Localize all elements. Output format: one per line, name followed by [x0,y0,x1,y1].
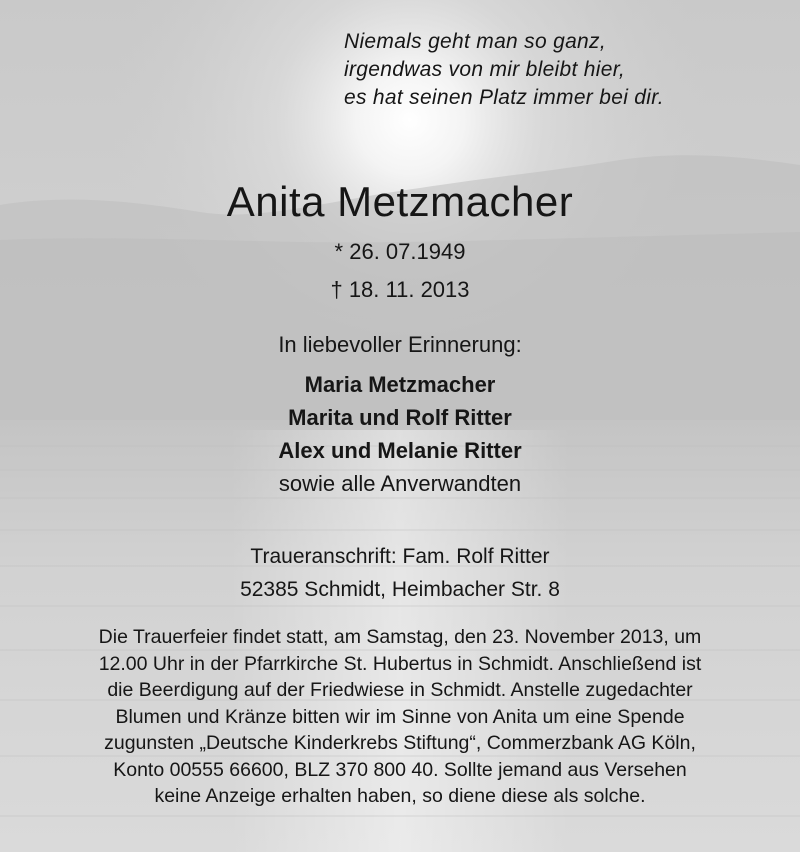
mourner-name: Marita und Rolf Ritter [288,405,512,430]
ceremony-details [0,624,800,810]
poem-line: irgendwas von mir bleibt hier, [344,58,625,81]
ceremony-line: Die Trauerfeier findet statt, am Samstag, den 23. November 2013, um [98,626,702,648]
address-line: Traueranschrift: Fam. Rolf Ritter [250,545,550,568]
mourning-address [0,540,800,606]
poem [344,28,664,112]
mourners-list [0,368,800,500]
ceremony-line: Konto 00555 66600, BLZ 370 800 40. Sollte jemand aus Versehen [113,758,687,781]
birth-date: * 26. 07.1949 [334,239,466,264]
ceremony-line: die Beerdigung auf der Friedwiese in Schmidt. Anstelle zugedachter [107,679,693,701]
life-dates [0,233,800,309]
poem-line: Niemals geht man so ganz, [344,30,606,53]
deceased-name: Anita Metzmacher [226,178,574,225]
ceremony-line: keine Anzeige erhalten haben, so diene diese als solche. [154,785,646,807]
ceremony-line: zugunsten „Deutsche Kinderkrebs Stiftung“, Commerzbank AG Köln, [104,732,696,754]
ceremony-line: Blumen und Kränze bitten wir im Sinne von Anita um eine Spende [115,705,685,728]
memory-intro: In liebevoller Erinnerung: [278,332,522,357]
mourner-name: Alex und Melanie Ritter [278,438,522,463]
poem-line: es hat seinen Platz immer bei dir. [344,86,664,109]
death-date: † 18. 11. 2013 [330,277,470,302]
other-relatives: sowie alle Anverwandten [278,471,522,496]
address-line: 52385 Schmidt, Heimbacher Str. 8 [240,578,560,601]
ceremony-line: 12.00 Uhr in der Pfarrkirche St. Hubertus in Schmidt. Anschließend ist [98,652,702,675]
mourner-name: Maria Metzmacher [304,372,496,397]
